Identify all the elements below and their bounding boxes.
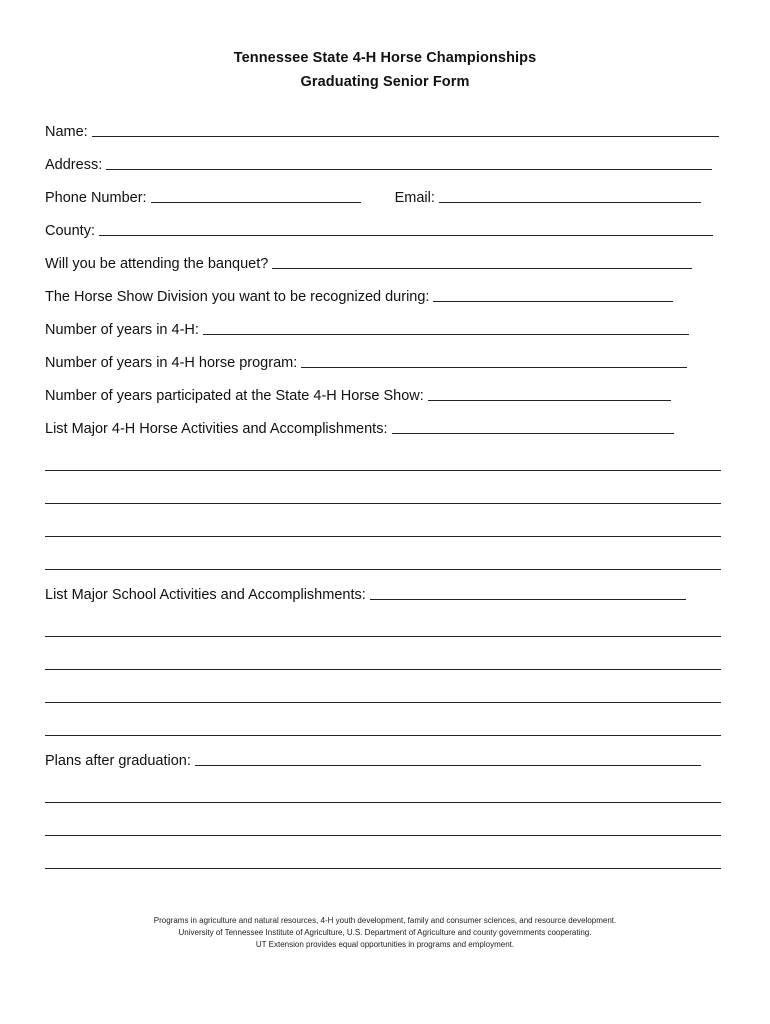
county-label: County: xyxy=(45,223,95,239)
horse-activities-blank-1[interactable] xyxy=(45,470,721,471)
years-horse-row xyxy=(45,351,687,371)
plans-blank-1[interactable] xyxy=(45,802,721,803)
phone-label: Phone Number: xyxy=(45,190,147,206)
footer-line-1: Programs in agriculture and natural resources, 4-H youth development, family and consumer sciences, and resource development. xyxy=(153,916,617,925)
division-label: The Horse Show Division you want to be recognized during: xyxy=(45,289,430,305)
phone-line[interactable] xyxy=(151,202,361,203)
email-line[interactable] xyxy=(439,202,701,203)
school-activities-row xyxy=(45,583,686,603)
banquet-label: Will you be attending the banquet? xyxy=(45,256,269,272)
school-activities-label: List Major School Activities and Accomplishments: xyxy=(45,587,366,603)
horse-activities-line[interactable] xyxy=(392,433,674,434)
division-row xyxy=(45,285,673,305)
name-label: Name: xyxy=(45,124,88,140)
horse-activities-blank-2[interactable] xyxy=(45,503,721,504)
plans-blank-2[interactable] xyxy=(45,835,721,836)
county-row xyxy=(45,219,713,239)
horse-activities-blank-3[interactable] xyxy=(45,536,721,537)
years-state-label: Number of years participated at the State 4-H Horse Show: xyxy=(45,388,424,404)
plans-row xyxy=(45,749,701,769)
county-line[interactable] xyxy=(99,235,713,236)
years-4h-line[interactable] xyxy=(203,334,689,335)
school-activities-line[interactable] xyxy=(370,599,686,600)
banquet-row xyxy=(45,252,692,272)
years-horse-label: Number of years in 4-H horse program: xyxy=(45,355,298,371)
plans-label: Plans after graduation: xyxy=(45,753,191,769)
years-state-row xyxy=(45,384,671,404)
phone-email-row xyxy=(45,186,701,206)
form-subtitle: Graduating Senior Form xyxy=(300,74,470,90)
email-label: Email: xyxy=(394,190,435,206)
form-title: Tennessee State 4-H Horse Championships xyxy=(233,50,537,66)
banquet-line[interactable] xyxy=(272,268,692,269)
horse-activities-row xyxy=(45,417,674,437)
school-activities-blank-3[interactable] xyxy=(45,702,721,703)
footer-line-3: UT Extension provides equal opportunities in programs and employment. xyxy=(255,940,515,949)
horse-activities-label: List Major 4-H Horse Activities and Accomplishments: xyxy=(45,421,388,437)
name-line[interactable] xyxy=(92,136,719,137)
years-4h-row xyxy=(45,318,689,338)
plans-blank-3[interactable] xyxy=(45,868,721,869)
school-activities-blank-4[interactable] xyxy=(45,735,721,736)
footer-line-2: University of Tennessee Institute of Agriculture, U.S. Department of Agriculture and county governments cooperating. xyxy=(178,928,592,937)
name-row xyxy=(45,120,719,140)
address-row xyxy=(45,153,712,173)
address-label: Address: xyxy=(45,157,103,173)
address-line[interactable] xyxy=(106,169,712,170)
plans-line[interactable] xyxy=(195,765,701,766)
years-horse-line[interactable] xyxy=(301,367,687,368)
horse-activities-blank-4[interactable] xyxy=(45,569,721,570)
school-activities-blank-2[interactable] xyxy=(45,669,721,670)
division-line[interactable] xyxy=(433,301,673,302)
years-4h-label: Number of years in 4-H: xyxy=(45,322,199,338)
school-activities-blank-1[interactable] xyxy=(45,636,721,637)
years-state-line[interactable] xyxy=(428,400,671,401)
